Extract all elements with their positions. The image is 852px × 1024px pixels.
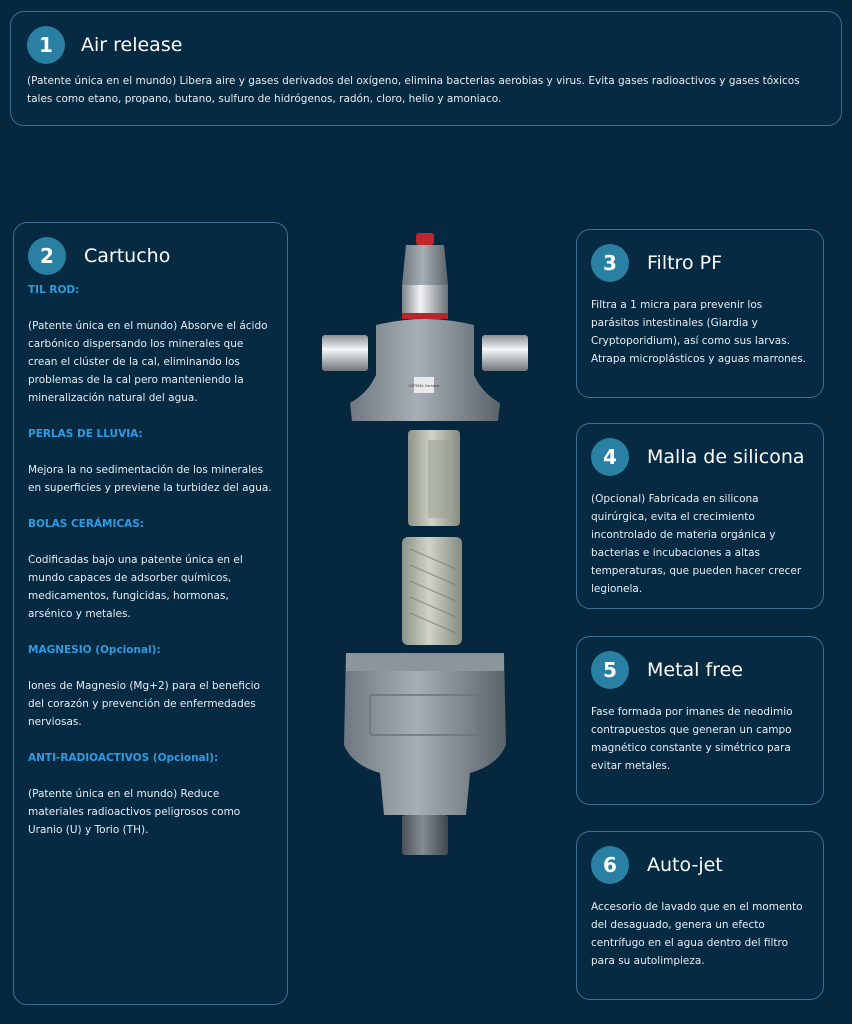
metal-free-card bbox=[576, 636, 824, 805]
auto-jet-text: Accesorio de lavado que en el momento del desaguado, genera un efecto centrífugo en el agua dentro del filtro para su autolimpieza. bbox=[591, 901, 803, 967]
anti-radioactivos-text: (Patente única en el mundo) Reduce materiales radioactivos peligrosos como Uranio (U) y Torio (TH). bbox=[28, 788, 241, 836]
air-release-title: Air release bbox=[81, 34, 183, 56]
anti-radioactivos-heading: ANTI-RADIOACTIVOS (Opcional): bbox=[28, 752, 219, 764]
outlet-pipe bbox=[482, 335, 528, 371]
metal-ring bbox=[402, 285, 448, 313]
filtro-pf-card bbox=[576, 229, 824, 398]
step-number-6: 6 bbox=[591, 846, 629, 884]
filtro-pf-title: Filtro PF bbox=[647, 252, 722, 274]
step-number-2: 2 bbox=[28, 237, 66, 275]
bolas-heading: BOLAS CERÁMICAS: bbox=[28, 518, 145, 530]
red-cap bbox=[416, 233, 434, 245]
perlas-text: Mejora la no sedimentación de los minerales en superficies y previene la turbidez del agua. bbox=[28, 464, 272, 494]
air-release-text: (Patente única en el mundo) Libera aire y gases derivados del oxígeno, elimina bacterias aerobias y virus. Evita gases radioactivos y gases tóxicos tales como etano, propano, butano, sulfuro de hidrógenos, radón, cloro, helio y amoniaco. bbox=[27, 75, 800, 105]
malla-card bbox=[576, 423, 824, 609]
step-number-5: 5 bbox=[591, 651, 629, 689]
perlas-heading: PERLAS DE LLUVIA: bbox=[28, 428, 143, 440]
filter-exploded-illustration bbox=[310, 225, 540, 865]
auto-jet-card bbox=[576, 831, 824, 1000]
metal-free-text: Fase formada por imanes de neodimio contrapuestos que generan un campo magnético constante y simétrico para evitar metales. bbox=[591, 706, 793, 772]
malla-text: (Opcional) Fabricada en silicona quirúrgica, evita el crecimiento incontrolado de materia orgánica y bacterias e incubaciones a altas temperaturas, que pueden hacer crecer legionela. bbox=[591, 493, 802, 595]
air-release-card bbox=[10, 11, 842, 126]
step-number-3: 3 bbox=[591, 244, 629, 282]
step-number-4: 4 bbox=[591, 438, 629, 476]
auto-jet-title: Auto-jet bbox=[647, 854, 723, 876]
filter-bowl bbox=[344, 653, 506, 815]
release-knob bbox=[402, 245, 448, 285]
magnesio-heading: MAGNESIO (Opcional): bbox=[28, 644, 161, 656]
cartucho-card bbox=[13, 222, 288, 1005]
bottom-valve bbox=[402, 815, 448, 855]
bolas-text: Codificadas bajo una patente única en el mundo capaces de adsorber químicos, medicamentos, fungicidas, hormonas, arsénico y metales. bbox=[28, 554, 243, 620]
step-number-1: 1 bbox=[27, 26, 65, 64]
cartucho-sections bbox=[28, 281, 274, 839]
inlet-pipe bbox=[322, 335, 368, 371]
product-label: SISTEMA Osmosis bbox=[408, 384, 440, 388]
malla-title: Malla de silicona bbox=[647, 446, 805, 468]
filter-head bbox=[350, 319, 500, 421]
magnesio-text: Iones de Magnesio (Mg+2) para el beneficio del corazón y prevención de enfermedades nerviosas. bbox=[28, 680, 260, 728]
filtro-pf-text: Filtra a 1 micra para prevenir los parásitos intestinales (Giardia y Cryptoporidium), así como sus larvas. Atrapa microplásticos y aguas marrones. bbox=[591, 299, 807, 365]
cartucho-title: Cartucho bbox=[84, 245, 171, 267]
til-rod-heading: TIL ROD: bbox=[28, 284, 80, 296]
til-rod-text: (Patente única en el mundo) Absorve el ácido carbónico dispersando los minerales que crean el clúster de la cal, eliminando los problemas de la cal pero manteniendo la mineralización natural del agua. bbox=[28, 320, 268, 404]
metal-free-title: Metal free bbox=[647, 659, 743, 681]
